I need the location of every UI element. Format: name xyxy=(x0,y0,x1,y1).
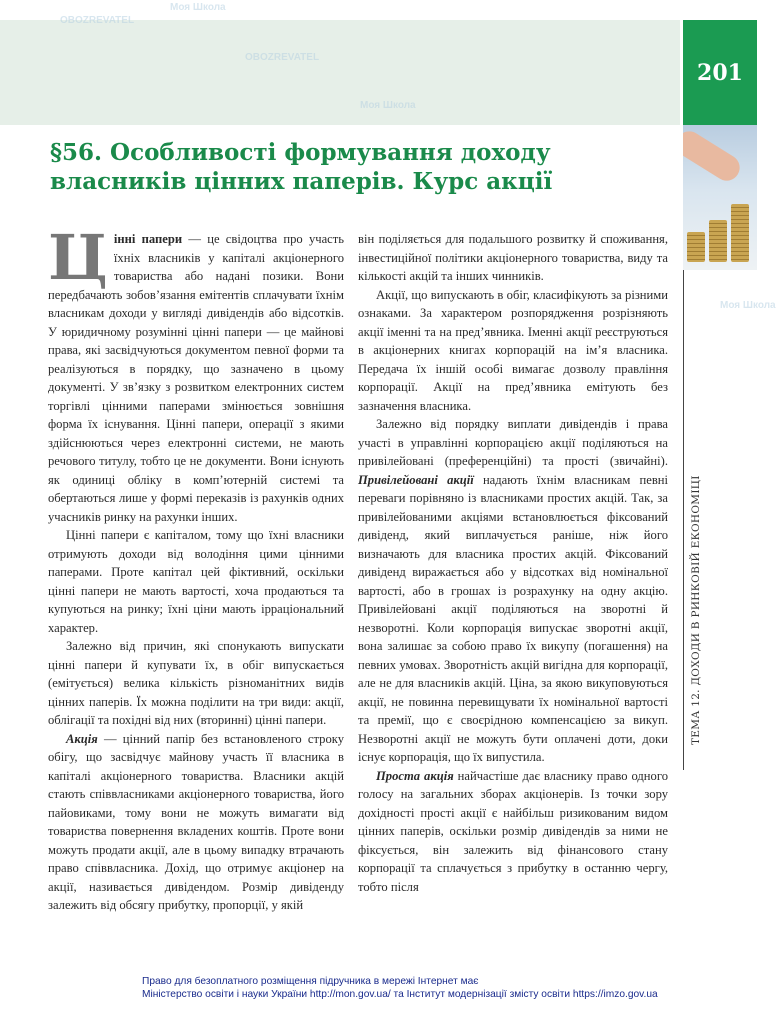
footer-line: Право для безоплатного розміщення підручника в мережі Інтернет має xyxy=(142,976,479,987)
coins-photo xyxy=(683,125,757,270)
header-band xyxy=(0,20,680,125)
paragraph-text: Залежно від порядку виплати дивідендів і права участі в управлінні корпорацією акції поділяються на привілейовані (преференційні) та прості (звичайні). xyxy=(358,417,668,468)
paragraph: він поділяється для подальшого розвитку й споживання, інвестиційної політики акціонерного товариства, виду та кількості акцій та інших чинників. xyxy=(358,232,668,283)
page-number xyxy=(683,20,757,125)
footer-notice xyxy=(142,975,658,1001)
page-number-text: 201 xyxy=(697,59,743,86)
paragraph-text: найчастіше дає власнику право одного голосу на загальних зборах акціонерів. Із точки зору дохідності прості акції є найбільш ризикованим видом цінних паперів, оскільки розмір дивідендів за ними не фіксується, він залежить від фінансового стану корпорації та сплачується з прибутку в останню чергу, тобто після xyxy=(358,768,668,894)
drop-cap: Ц xyxy=(48,221,108,294)
paragraph xyxy=(358,415,668,767)
coin-stack xyxy=(687,232,705,262)
paragraph-text: — цінний папір без встановленого строку обігу, що засвідчує майнову участь її власника в капіталі акціонерного товариства. Власники акцій стають співвласниками акціонерного товариства, його пайовиками, тому вони не можуть вимагати від товариства повернення вкладених коштів. Проте вони можуть продати акції, але в цьому випадку втрачають право співвласника. Дохід, що отримує акціонер на акції, називається дивідендом. Розмір дивіденду залежить від обсягу прибутку, пропорції, у якій xyxy=(48,731,344,912)
paragraph: Акції, що випускають в обіг, класифікують за різними ознаками. За характером розпорядження розрізняють акції іменні та на пред’явника. Іменні акції реєструються в акціонерних книгах корпорацій на ім’я власника. Передача їх іншій особі вимагає дозволу правління корпорації. Акції на пред’явника емітують без зазначення власника. xyxy=(358,287,668,413)
hand-image xyxy=(683,126,745,185)
watermark: Моя Школа xyxy=(360,100,416,111)
watermark: OBOZREVATEL xyxy=(245,52,320,63)
term: Привілейовані акції xyxy=(358,472,474,487)
watermark: OBOZREVATEL xyxy=(60,15,135,26)
margin-divider xyxy=(683,270,684,770)
watermark: Моя Школа xyxy=(170,2,226,13)
paragraph: Цінні папери є капіталом, тому що їхні власники отримують доходи від володіння цими цінними паперами. Проте капітал цей фіктивний, оскільки цінні папери не мають вартості, хоча продаються та купуються на ринку; їхні ціни мають ірраціональний характер. xyxy=(48,528,344,635)
theme-label: ТЕМА 12. ДОХОДИ В РИНКОВІЙ ЕКОНОМІЦІ xyxy=(690,475,702,745)
coin-stack xyxy=(709,220,727,262)
term: Акція xyxy=(66,731,98,746)
paragraph: Залежно від причин, які спонукають випускати цінні папери й купувати їх, в обіг випускається (емітується) велика кількість різноманітних видів цінних паперів. Їх можна поділити на три види: акції, облігації та похідні від них (вторинні) цінні папери. xyxy=(48,639,344,727)
page-title: §56. Особливості формування доходу власників цінних паперів. Курс акції xyxy=(50,139,553,195)
right-column xyxy=(358,230,668,896)
watermark: Моя Школа xyxy=(720,300,776,311)
paragraph xyxy=(358,767,668,897)
paragraph xyxy=(48,730,344,915)
paragraph-text: надають їхнім власникам певні переваги порівняно із власниками простих акцій. Так, за привілейованими акціями встановлюється фіксований дивіденд, який виплачується раніше, ніж його визначають для власника простих акцій. Фіксований дивіденд виражається або у відсотках від номінальної вартості, або в грошах із розрахунку на одну акцію. Привілейовані акції поділяються на зворотні й незворотні. Коли корпорація випускає зворотні акції, вона залишає за собою право їх викупу (погашення) на певних умовах. Зворотність акцій вигідна для корпорації, але не для власників акцій. Ціна, за якою викуповуються акції, не повинна перевищувати їх номінальної вартості та премії, що є своєрідною компенсацією за викуп. Незворотні акції не можуть бути оплачені доти, доки існує корпорація, що їх випустила. xyxy=(358,472,669,764)
term: інні папери xyxy=(113,232,183,246)
footer-line[interactable]: Міністерство освіти і науки України http://mon.gov.ua/ та Інститут модернізації змісту освіти https://imzo.gov.ua xyxy=(142,989,658,1000)
term: Проста акція xyxy=(376,768,454,783)
left-column xyxy=(48,221,344,915)
paragraph-text: — це свідоцтва про участь їхніх власників у капіталі акціонерного товариства або надані позики. Вони передбачають зобов’язання емітентів сплачувати їхнім власникам доходи у вигляді дивідендів або відсотків. У юридичному розумінні цінні папери — це майнові права, які засвідчуються документом певної форми та реалізуються в порядку, що зазначено в цьому документі. У зв’язку з розвитком електронних систем торгівлі цінними паперами змінюється зовнішня форма їх існування. Цінні папери, операції з якими здійснюються через електронні системи, не мають речового титулу, тобто це не документи. Вони існують як одиниці обліку в комп’ютерній системі та обертаються лише у формі переказів із рахунків одних учасників ринку на рахунки інших. xyxy=(48,232,344,524)
paragraph xyxy=(48,221,344,526)
coin-stack xyxy=(731,204,749,262)
